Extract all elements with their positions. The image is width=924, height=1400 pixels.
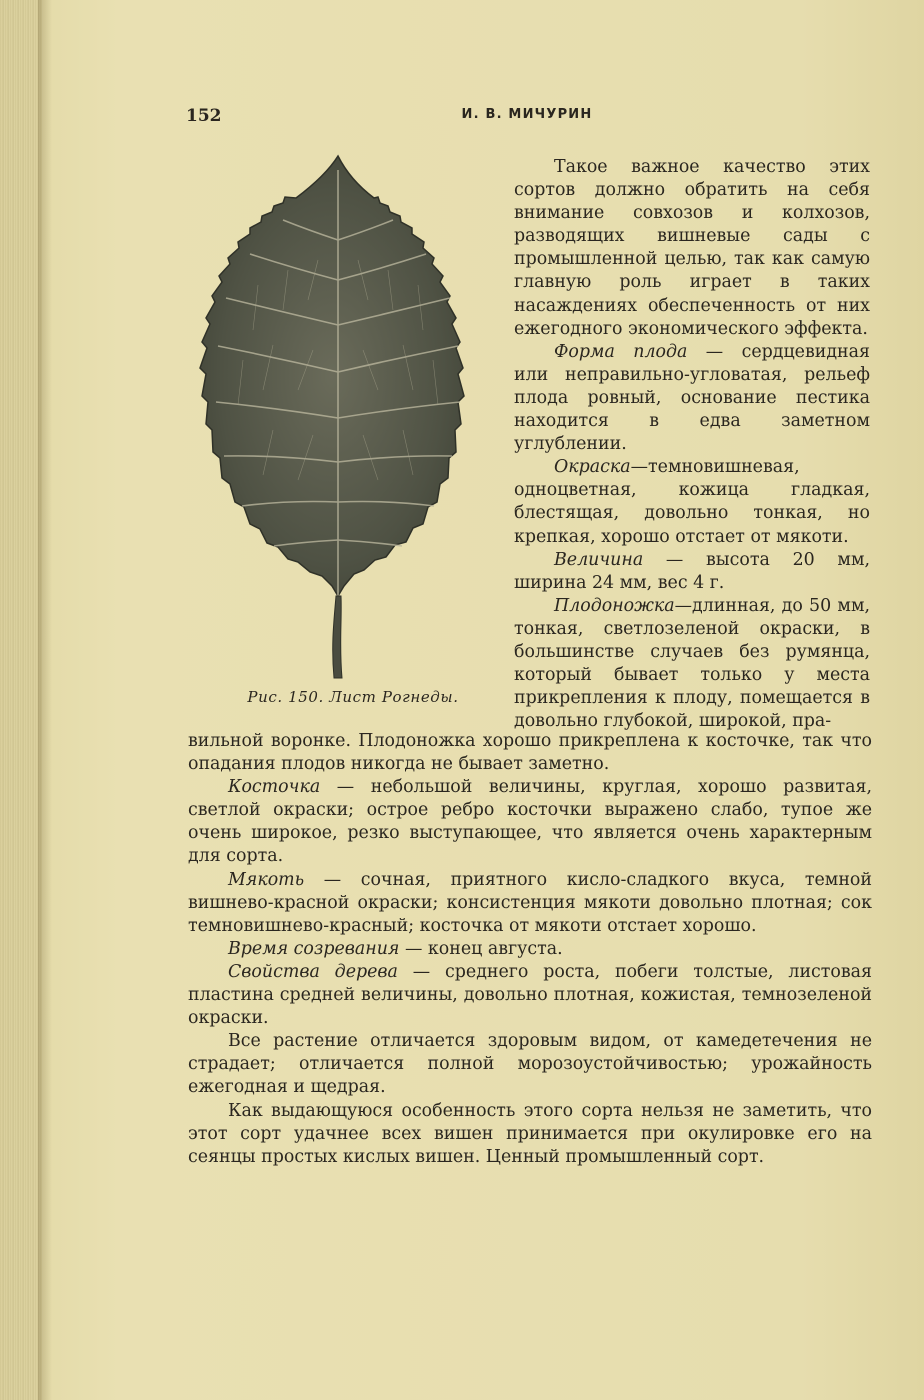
- gutter-shadow: [38, 0, 52, 1400]
- term: Время созревания: [228, 938, 400, 959]
- paragraph: [514, 341, 870, 456]
- leaf-illustration: [188, 150, 488, 685]
- term: Окраска: [554, 457, 631, 478]
- paragraph: [188, 869, 872, 938]
- paragraph-text: Все растение отличается здоровым видом, от камедетечения не страдает; отличается полной морозоустойчивостью; урожайность ежегодная и щедрая.: [188, 1031, 872, 1098]
- running-title: И. В. МИЧУРИН: [461, 107, 593, 122]
- paragraph: [188, 938, 872, 961]
- term: Величина: [554, 549, 644, 570]
- term: Форма плода: [554, 341, 688, 362]
- paragraph: [188, 1030, 872, 1099]
- figure-caption: Рис. 150. Лист Рогнеды.: [247, 688, 459, 706]
- paragraph-text: вильной воронке. Плодоножка хорошо прикреплена к косточке, так что опадания плодов никогда не бывает заметно.: [188, 731, 872, 775]
- leaf-blade: [200, 156, 464, 596]
- paragraph-text: —темновишневая, одноцветная, кожица гладкая, блестящая, довольно тонкая, но крепкая, хорошо отстает от мякоти.: [514, 457, 870, 547]
- paragraph: [514, 549, 870, 595]
- paragraph-text: Как выдающуюся особенность этого сорта нельзя не заметить, что этот сорт удачнее всех вишен принимается при окулировке его на сеянцы простых кислых вишен. Ценный промышленный сорт.: [188, 1100, 872, 1167]
- paragraph: [514, 595, 870, 734]
- paragraph-text: — конец августа.: [399, 938, 563, 959]
- paragraph-text: — среднего роста, побеги толстые, листовая пластина средней величины, довольно плотная, кожистая, темнозеленой окраски.: [188, 961, 872, 1029]
- term: Плодоножка: [554, 595, 675, 616]
- right-column-text: [514, 156, 870, 733]
- page-number: 152: [186, 106, 222, 126]
- paragraph-text: Такое важное качество этих сортов должно обратить на себя внимание совхозов и колхозов, разводящих вишневые сады с промышленной целью, так как самую главную роль играет в таких насаждениях обеспеченность от них ежегодного экономического эффекта.: [514, 157, 870, 339]
- paragraph-continuation: [188, 730, 872, 776]
- term: Косточка: [228, 777, 321, 798]
- paragraph-text: — высота 20 мм, ширина 24 мм, вес 4 г.: [514, 549, 870, 593]
- paragraph-text: — сочная, приятного кисло-сладкого вкуса, темной вишнево-красной окраски; консистенция мякоти довольно плотная; сок темновишнево-красный; косточка от мякоти отстает хорошо.: [188, 869, 872, 936]
- leaf-petiole: [333, 596, 342, 678]
- term: Свойства дерева: [228, 961, 398, 982]
- paragraph: [188, 961, 872, 1030]
- paragraph: [188, 776, 872, 868]
- paragraph-text: — сердцевидная или неправильно-угловатая, рельеф плода ровный, основание пестика находится в едва заметном углублении.: [514, 341, 870, 455]
- paragraph-text: —длинная, до 50 мм, тонкая, светлозеленой окраски, в большинстве случаев без румянца, который бывает только у места прикрепления к плоду, помещается в довольно глубокой, широкой, пра-: [514, 595, 870, 732]
- term: Мякоть: [228, 869, 305, 890]
- paragraph: [514, 156, 870, 341]
- paragraph: [188, 1100, 872, 1169]
- paragraph-text: — небольшой величины, круглая, хорошо развитая, светлой окраски; острое ребро косточки выражено слабо, тупое же очень широкое, резко выступающее, что является очень характерным для сорта.: [188, 777, 872, 867]
- paragraph: [514, 456, 870, 548]
- page-edges: [0, 0, 42, 1400]
- full-width-text: [188, 730, 872, 1169]
